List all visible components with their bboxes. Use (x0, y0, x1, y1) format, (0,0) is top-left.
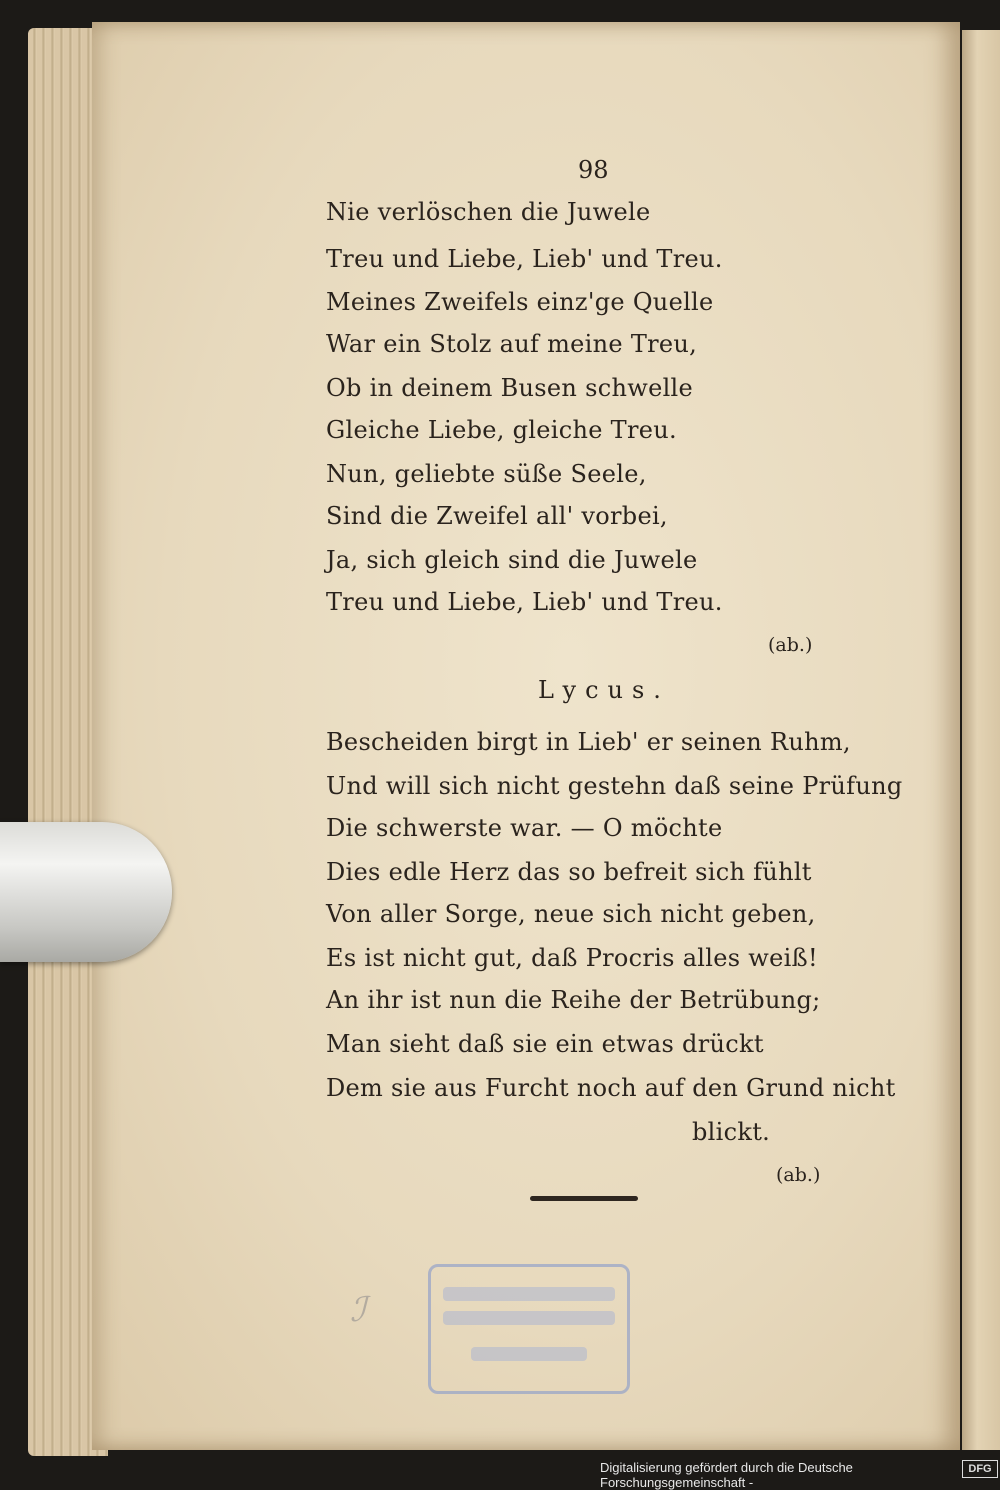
page-holder-clip (0, 822, 172, 962)
speech-line: Und will sich nicht gestehn daß seine Prüfung (326, 772, 903, 800)
stanza-line: War ein Stolz auf meine Treu, (326, 330, 698, 358)
speech-line: Es ist nicht gut, daß Procris alles weiß! (326, 944, 818, 972)
speech-line: Dem sie aus Furcht noch auf den Grund nicht (326, 1074, 896, 1102)
library-stamp (428, 1264, 630, 1394)
stanza-line: Gleiche Liebe, gleiche Treu. (326, 416, 677, 444)
speech-line: blickt. (692, 1118, 771, 1146)
speech-line: An ihr ist nun die Reihe der Betrübung; (326, 986, 821, 1014)
digitization-credit: Digitalisierung gefördert durch die Deutsche Forschungsgemeinschaft - (600, 1460, 853, 1490)
stamp-line (471, 1347, 587, 1361)
stanza-line: Nun, geliebte süße Seele, (326, 460, 647, 488)
stanza-line: Nie verlöschen die Juwele (326, 198, 651, 226)
speech-line: Dies edle Herz das so befreit sich fühlt (326, 858, 812, 886)
speech-line: Bescheiden birgt in Lieb' er seinen Ruhm, (326, 728, 851, 756)
stamp-line (443, 1287, 615, 1301)
stanza-line: Treu und Liebe, Lieb' und Treu. (326, 245, 723, 273)
stanza-line: Treu und Liebe, Lieb' und Treu. (326, 588, 723, 616)
stage-direction-exit: (ab.) (768, 634, 813, 656)
stanza-line: Sind die Zweifel all' vorbei, (326, 502, 668, 530)
speech-line: Man sieht daß sie ein etwas drückt (326, 1030, 764, 1058)
stanza-line: Ob in deinem Busen schwelle (326, 374, 694, 402)
pencil-mark: ℐ (350, 1290, 366, 1330)
end-rule (530, 1196, 638, 1201)
page-number: 98 (578, 156, 609, 184)
stage-direction-exit: (ab.) (776, 1164, 821, 1186)
speech-line: Die schwerste war. — O möchte (326, 814, 723, 842)
speech-line: Von aller Sorge, neue sich nicht geben, (326, 900, 816, 928)
stanza-line: Meines Zweifels einz'ge Quelle (326, 288, 714, 316)
dfg-logo: DFG (962, 1460, 998, 1478)
stanza-line: Ja, sich gleich sind die Juwele (326, 546, 698, 574)
stamp-line (443, 1311, 615, 1325)
facing-page-edge (962, 30, 1000, 1450)
speaker-name: Lycus. (538, 676, 670, 704)
